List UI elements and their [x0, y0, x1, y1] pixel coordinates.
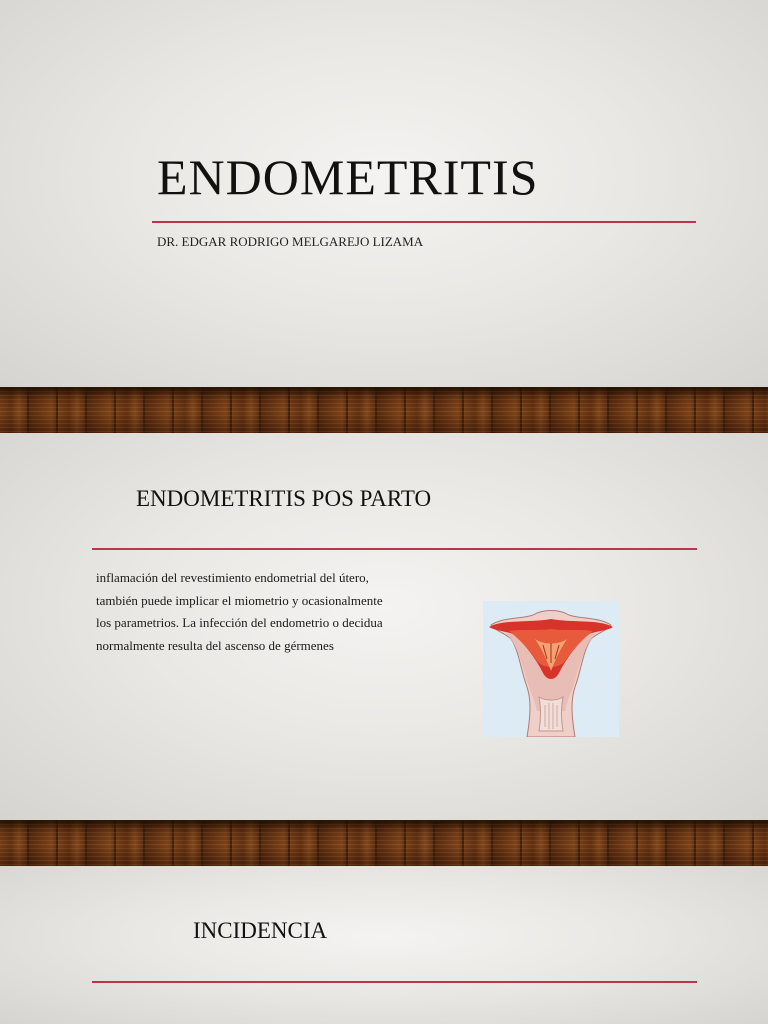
slide-title-heading: ENDOMETRITIS	[157, 149, 539, 205]
heading-divider	[92, 981, 697, 983]
definition-text: inflamación del revestimiento endometrial del útero, también puede implicar el miometrio y ocasionalmente los parametrios. La infección del endometrio o decidua normalmente resulta del ascenso de gérmenes	[96, 570, 383, 653]
wood-floor-divider	[0, 387, 768, 433]
slide-heading: INCIDENCIA	[193, 918, 328, 943]
slide-heading: ENDOMETRITIS POS PARTO	[136, 486, 432, 511]
slide-title	[0, 0, 768, 387]
uterus-illustration-icon	[483, 601, 619, 737]
author-subtitle: DR. EDGAR RODRIGO MELGAREJO LIZAMA	[157, 234, 424, 249]
slide-incidence	[0, 866, 768, 1024]
wood-floor-divider	[0, 820, 768, 866]
title-divider	[152, 221, 696, 223]
slide-postpartum	[0, 433, 768, 820]
heading-divider	[92, 548, 697, 550]
